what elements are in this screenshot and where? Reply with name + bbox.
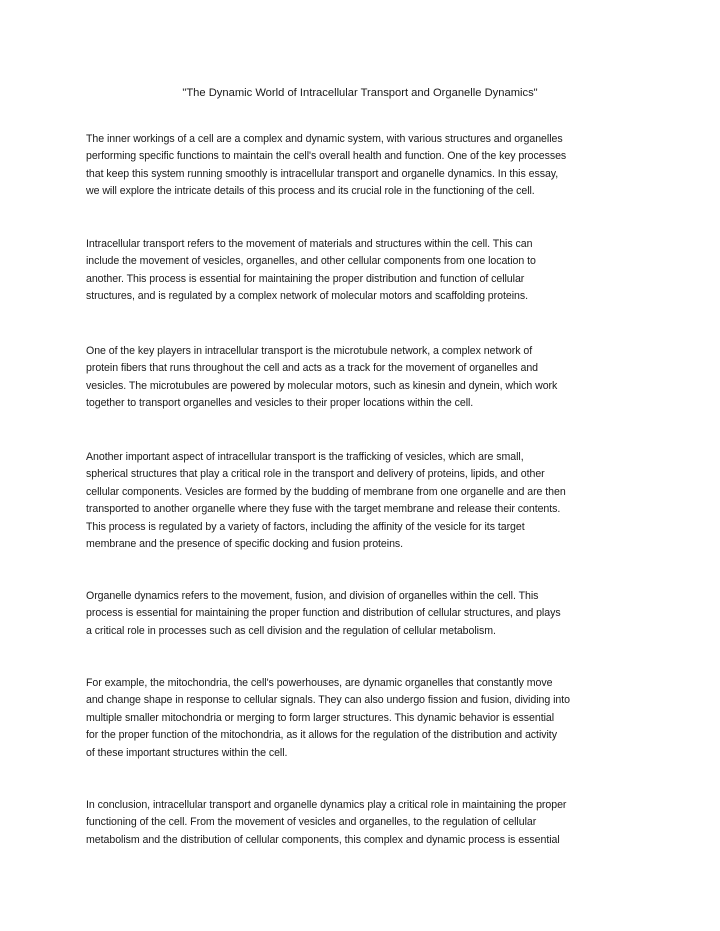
paragraph-line: for the proper function of the mitochondria, as it allows for the regulation of the distribution and activity (86, 729, 557, 742)
paragraph-organelle-dynamics (86, 588, 646, 640)
paragraph-line: vesicles. The microtubules are powered by molecular motors, such as kinesin and dynein, which work (86, 379, 558, 392)
paragraph-line: For example, the mitochondria, the cell's powerhouses, are dynamic organelles that constantly move (86, 677, 553, 689)
paragraph-intracellular-transport (86, 236, 646, 306)
paragraph-vesicle-trafficking (86, 449, 646, 553)
paragraph-line: and change shape in response to cellular signals. They can also undergo fission and fusion, dividing into (86, 694, 570, 707)
paragraph-line: In conclusion, intracellular transport and organelle dynamics play a critical role in maintaining the proper (86, 799, 567, 811)
paragraph-line: include the movement of vesicles, organelles, and other cellular components from one location to (86, 255, 536, 268)
paragraph-line: we will explore the intricate details of this process and its crucial role in the functioning of the cell. (86, 185, 535, 198)
paragraph-conclusion (86, 797, 646, 849)
paragraph-introduction (86, 131, 646, 201)
paragraph-line: of these important structures within the cell. (86, 746, 288, 759)
paragraph-line: structures, and is regulated by a complex network of molecular motors and scaffolding proteins. (86, 290, 528, 303)
paragraph-line: metabolism and the distribution of cellular components, this complex and dynamic process is essential (86, 833, 560, 846)
paragraph-microtubule-network (86, 343, 646, 413)
paragraph-line: Organelle dynamics refers to the movement, fusion, and division of organelles within the cell. This (86, 590, 539, 602)
paragraph-line: process is essential for maintaining the proper function and distribution of cellular structures, and plays (86, 607, 561, 620)
document-title: "The Dynamic World of Intracellular Transport and Organelle Dynamics" (182, 87, 538, 99)
paragraph-line: Another important aspect of intracellular transport is the trafficking of vesicles, which are small, (86, 451, 524, 463)
paragraph-line: functioning of the cell. From the movement of vesicles and organelles, to the regulation of cellular (86, 816, 537, 829)
paragraph-line: that keep this system running smoothly is intracellular transport and organelle dynamics. In this essay, (86, 167, 559, 180)
paragraph-line: together to transport organelles and vesicles to their proper locations within the cell. (86, 397, 474, 410)
paragraph-mitochondria-example (86, 675, 646, 762)
paragraph-line: spherical structures that play a critical role in the transport and delivery of proteins, lipids, and other (86, 468, 545, 481)
paragraph-line: performing specific functions to maintain the cell's overall health and function. One of the key processes (86, 150, 567, 163)
paragraph-line: The inner workings of a cell are a complex and dynamic system, with various structures and organelles (86, 133, 563, 145)
paragraph-line: Intracellular transport refers to the movement of materials and structures within the cell. This can (86, 238, 533, 250)
paragraph-line: another. This process is essential for maintaining the proper distribution and function of cellular (86, 272, 525, 285)
paragraph-line: One of the key players in intracellular transport is the microtubule network, a complex network of (86, 345, 533, 357)
paragraph-line: multiple smaller mitochondria or merging to form larger structures. This dynamic behavior is essential (86, 711, 555, 724)
paragraph-line: membrane and the presence of specific docking and fusion proteins. (86, 538, 404, 551)
paragraph-line: cellular components. Vesicles are formed by the budding of membrane from one organelle and are then (86, 485, 566, 498)
paragraph-line: a critical role in processes such as cell division and the regulation of cellular metabolism. (86, 624, 496, 637)
paragraph-line: This process is regulated by a variety of factors, including the affinity of the vesicle for its target (86, 520, 525, 533)
paragraph-line: transported to another organelle where they fuse with the target membrane and release their contents. (86, 503, 561, 516)
paragraph-line: protein fibers that runs throughout the cell and acts as a track for the movement of organelles and (86, 362, 539, 375)
